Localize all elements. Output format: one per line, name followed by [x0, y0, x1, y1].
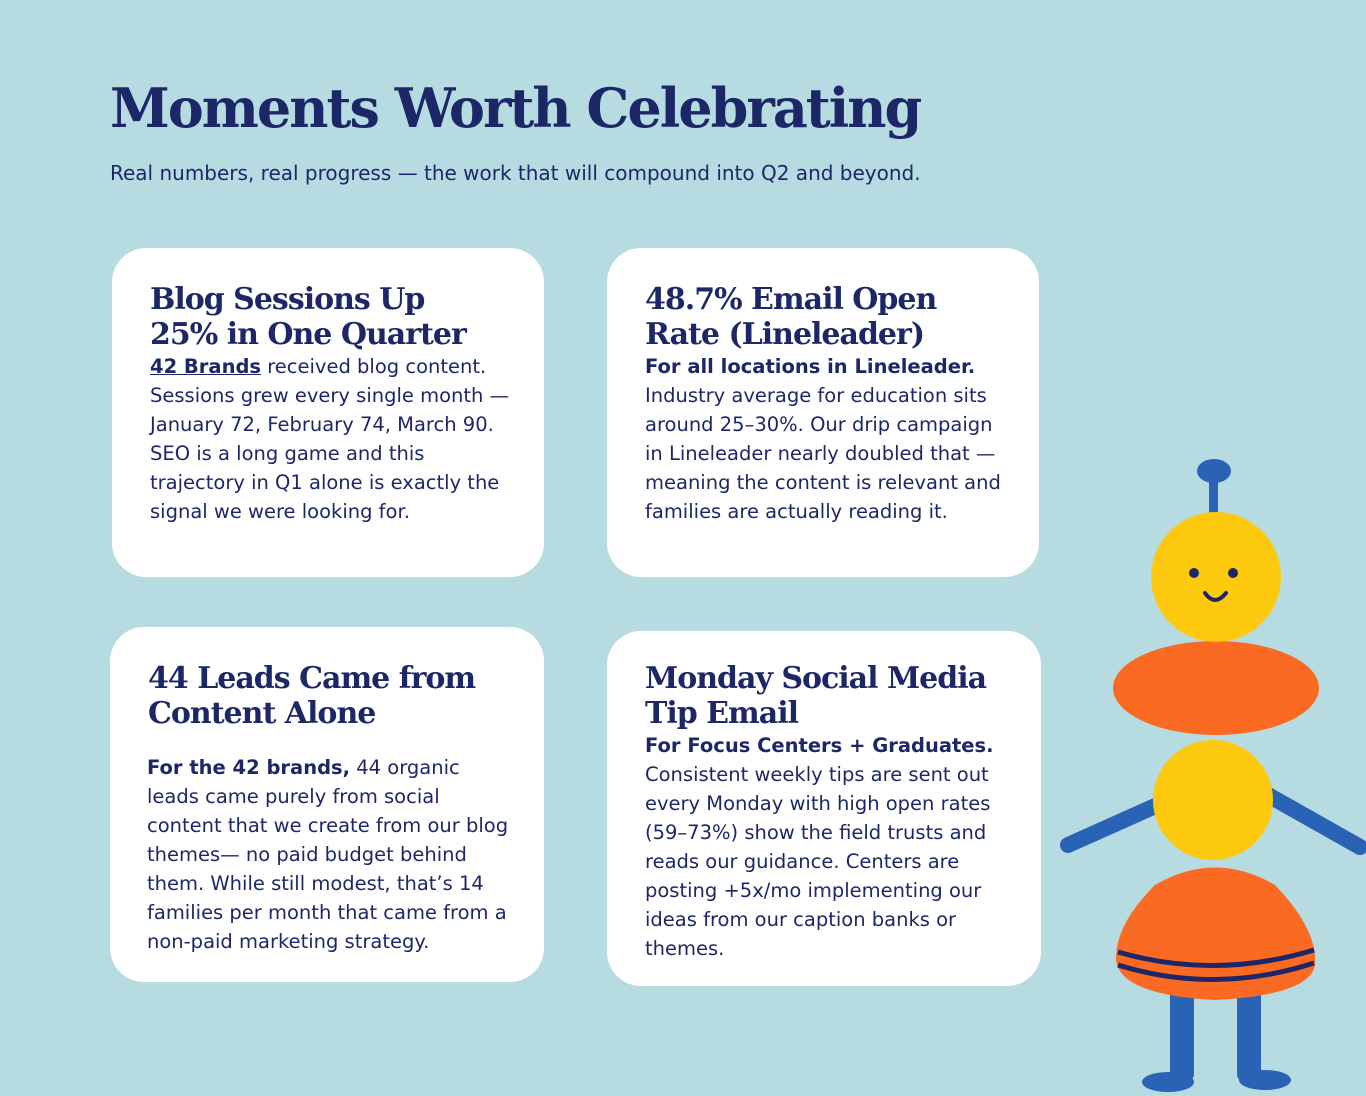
card-body: [147, 753, 514, 956]
card-title: 44 Leads Came from Content Alone: [148, 661, 476, 731]
card-leads: [110, 627, 544, 982]
card-lead: For Focus Centers + Graduates.: [645, 734, 994, 757]
card-body-text: Industry average for education sits around 25–30%. Our drip campaign in Lineleader nearly doubled that — meaning the content is relevant and families are actually reading it.: [645, 384, 1001, 523]
card-body: [645, 352, 1009, 526]
page-subtitle: Real numbers, real progress — the work that will compound into Q2 and beyond.: [110, 161, 921, 185]
card-monday-tip-email: [607, 631, 1041, 986]
card-body-text: 44 organic leads came purely from social content that we create from our blog themes— no paid budget behind them. While still modest, that’s 14 families per month that came from a non-paid marketing strategy.: [147, 756, 509, 953]
brands-link[interactable]: 42 Brands: [150, 355, 262, 378]
card-body: [150, 352, 514, 526]
page-title: Moments Worth Celebrating: [110, 76, 921, 140]
card-lead: For all locations in Lineleader.: [645, 355, 976, 378]
card-title: 48.7% Email Open Rate (Lineleader): [645, 282, 937, 352]
robot-mascot-illustration: [1060, 455, 1366, 1096]
card-title: Monday Social Media Tip Email: [645, 661, 987, 731]
card-blog-sessions: [112, 248, 544, 577]
card-body: [645, 731, 1011, 963]
card-body-text: received blog content. Sessions grew every single month — January 72, February 74, March 90. SEO is a long game and this trajectory in Q1 alone is exactly the signal we were looking for.: [150, 355, 510, 523]
card-lead: For the 42 brands,: [147, 756, 351, 779]
card-body-text: Consistent weekly tips are sent out every Monday with high open rates (59–73%) show the field trusts and reads our guidance. Centers are posting +5x/mo implementing our ideas from our caption banks or themes.: [645, 763, 991, 960]
card-title: Blog Sessions Up 25% in One Quarter: [150, 282, 466, 352]
card-email-open-rate: [607, 248, 1039, 577]
